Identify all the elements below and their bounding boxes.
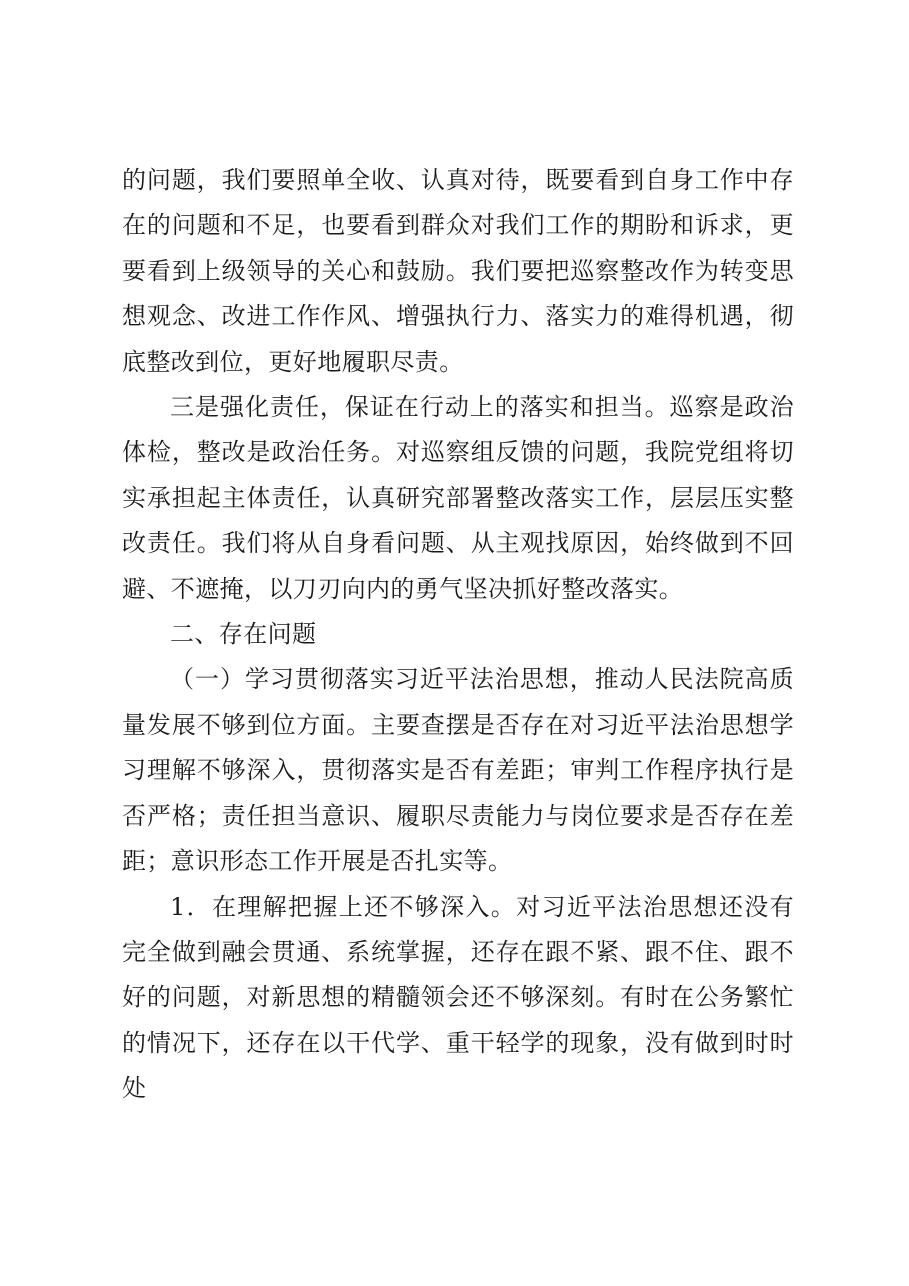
- paragraph-subsection-1: （一）学习贯彻落实习近平法治思想，推动人民法院高质量发展不够到位方面。主要查摆是否存在对习近平法治思想学习理解不够深入，贯彻落实是否有差距；审判工作程序执行是否严格；责任担当意识、履职尽责能力与岗位要求是否存在差距；意识形态工作开展是否扎实等。: [122, 665, 794, 876]
- paragraph-item-1: 1．在理解把握上还不够深入。对习近平法治思想还没有完全做到融会贯通、系统掌握，还存在跟不紧、跟不住、跟不好的问题，对新思想的精髓领会还不够深刻。有时在公务繁忙的情况下，还存在以干代学、重干轻学的现象，没有做到时时处: [122, 892, 794, 1103]
- document-body: [122, 158, 794, 1112]
- section-heading-problems: 二、存在问题: [170, 620, 317, 649]
- paragraph-responsibility: 三是强化责任，保证在行动上的落实和担当。巡察是政治体检，整改是政治任务。对巡察组反馈的问题，我院党组将切实承担起主体责任，认真研究部署整改落实工作，层层压实整改责任。我们将从自身看问题、从主观找原因，始终做到不回避、不遮掩，以刀刃向内的勇气坚决抓好整改落实。: [122, 393, 794, 603]
- paragraph-continuation: 的问题，我们要照单全收、认真对待，既要看到自身工作中存在的问题和不足，也要看到群众对我们工作的期盼和诉求，更要看到上级领导的关心和鼓励。我们要把巡察整改作为转变思想观念、改进工作作风、增强执行力、落实力的难得机遇，彻底整改到位，更好地履职尽责。: [122, 166, 794, 376]
